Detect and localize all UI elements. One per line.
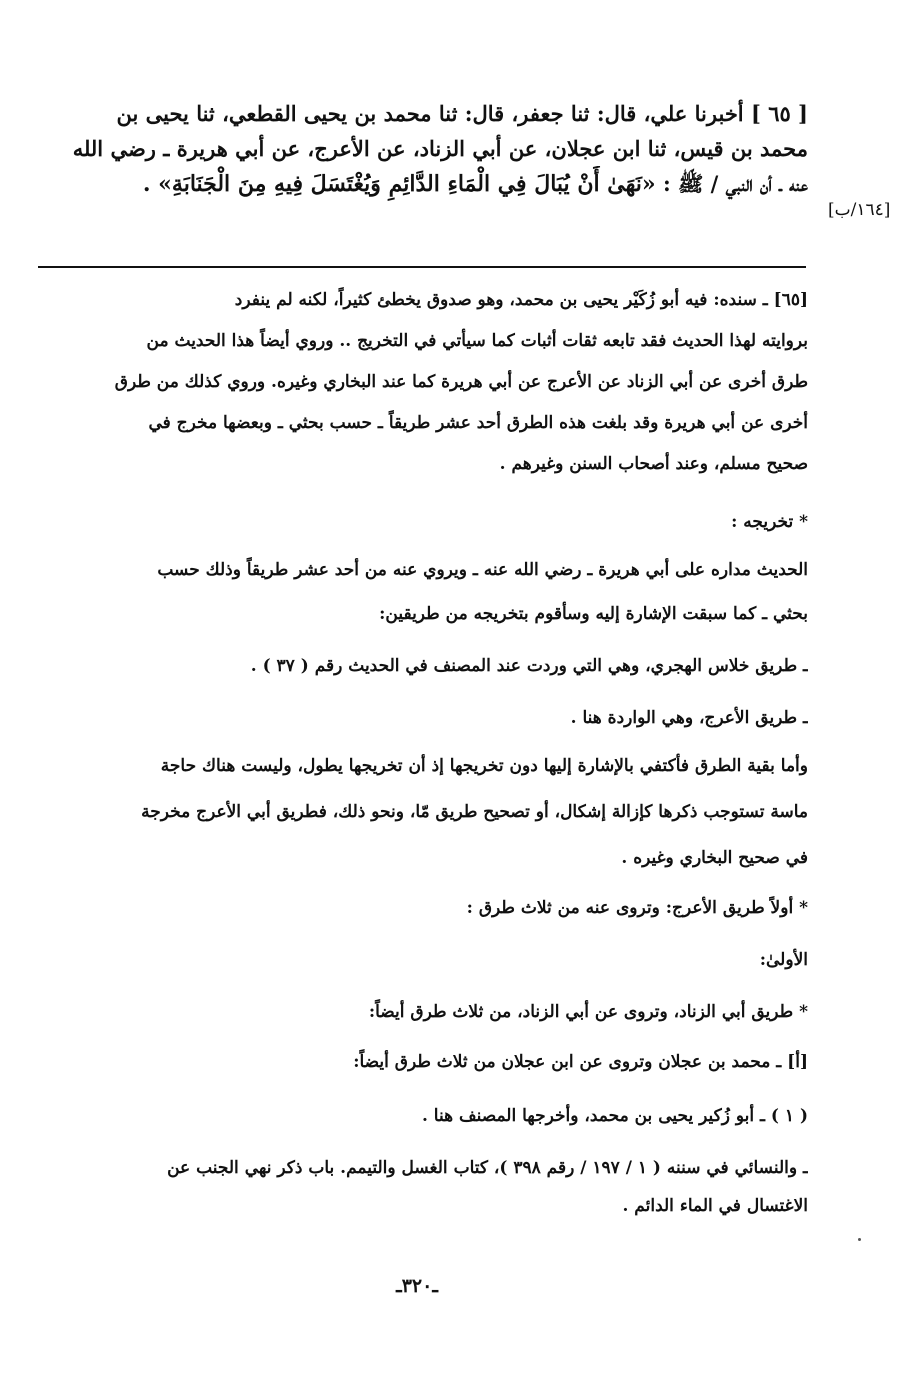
isnad-line: طرق أخرى عن أبي الزناد عن الأعرج عن أبي هريرة كما عند البخاري وغيره. وروي كذلك من طرق: [114, 372, 808, 392]
remaining-paths-line: في صحيح البخاري وغيره .: [621, 848, 808, 868]
first-label: الأولىٰ:: [759, 950, 808, 970]
hadith-line-2: محمد بن قيس، ثنا ابن عجلان، عن أبي الزناد، عن الأعرج، عن أبي هريرة ـ رضي الله: [72, 136, 808, 161]
remaining-paths-line: ماسة تستوجب ذكرها كإزالة إشكال، أو تصحيح طريق مّا، ونحو ذلك، فطريق أبي الأعرج مخرجة: [141, 802, 808, 822]
path-item-1: ـ طريق خلاس الهجري، وهي التي وردت عند المصنف في الحديث رقم ( ٣٧ ) .: [250, 656, 808, 676]
hadith-line-3: [38, 166, 808, 202]
hadith-quote: «نَهَىٰ أَنْ يُبَالَ فِي الْمَاءِ الدَّائِمِ وَيُغْتَسَلَ فِيهِ مِنَ الْجَنَابَةِ» .: [142, 171, 656, 197]
remaining-paths-line: وأما بقية الطرق فأكتفي بالإشارة إليها دون تخريجها إذ أن تخريجها يطول، وليست هناك حاجة: [160, 756, 808, 776]
nasai-line: ـ والنسائي في سننه ( ١ / ١٩٧ / رقم ٣٩٨ )، كتاب الغسل والتيمم. باب ذكر نهي الجنب عن: [167, 1158, 808, 1178]
zukair-path: ( ١ ) ـ أبو زُكير يحيى بن محمد، وأخرجها المصنف هنا .: [421, 1106, 808, 1126]
page-number: ـ٣٢٠ـ: [396, 1275, 438, 1297]
takhrij-line: الحديث مداره على أبي هريرة ـ رضي الله عنه ـ ويروي عنه من أحد عشر طريقاً وذلك حسب: [157, 560, 808, 580]
isnad-line: أخرى عن أبي هريرة وقد بلغت هذه الطرق أحد عشر طريقاً ـ حسب بحثي ـ وبعضها مخرج في: [148, 413, 808, 433]
takhrij-paragraph: [38, 552, 808, 632]
takhrij-heading-block: [38, 504, 808, 540]
manuscript-folio-note: [١٦٤/ب]: [828, 200, 891, 220]
first-path-heading: * أولاً طريق الأعرج: وتروى عنه من ثلاث طرق :: [466, 898, 808, 918]
hadith-text: [38, 96, 808, 202]
isnad-line: صحيح مسلم، وعند أصحاب السنن وغيرهم .: [499, 454, 808, 474]
isnad-line: بروايته لهذا الحديث فقد تابعه ثقات أثبات كما سيأتي في التخريج .. وروي أيضاً هذا الحديث من: [146, 331, 808, 351]
path-item-2: ـ طريق الأعرج، وهي الواردة هنا .: [570, 708, 808, 728]
nasai-reference: [38, 1150, 808, 1224]
zinad-path: * طريق أبي الزناد، وتروى عن أبي الزناد، من ثلاث طرق أيضاً:: [368, 1002, 808, 1022]
isnad-line: [٦٥] ـ سنده: فيه أبو زُكَيْر يحيى بن محمد، وهو صدوق يخطئ كثيراً، لكنه لم ينفرد: [234, 290, 808, 310]
takhrij-line: بحثي ـ كما سبقت الإشارة إليه وسأقوم بتخريجه من طريقين:: [379, 604, 808, 624]
footnote-separator: [38, 266, 806, 268]
scan-speck: [858, 1238, 861, 1241]
hadith-line-3-prefix: عنه ـ أن النبي / ﷺ :: [662, 171, 808, 196]
isnad-paragraph: [38, 282, 808, 482]
remaining-paths-paragraph: [38, 748, 808, 876]
nasai-line: الاغتسال في الماء الدائم .: [622, 1196, 808, 1216]
ajlan-path: [أ] ـ محمد بن عجلان وتروى عن ابن عجلان من ثلاث طرق أيضاً:: [353, 1052, 808, 1072]
hadith-line-1: [ ٦٥ ] أخبرنا علي، قال: ثنا جعفر، قال: ثنا محمد بن يحيى القطعي، ثنا يحيى بن: [116, 101, 808, 126]
takhrij-heading: * تخريجه :: [731, 512, 808, 532]
